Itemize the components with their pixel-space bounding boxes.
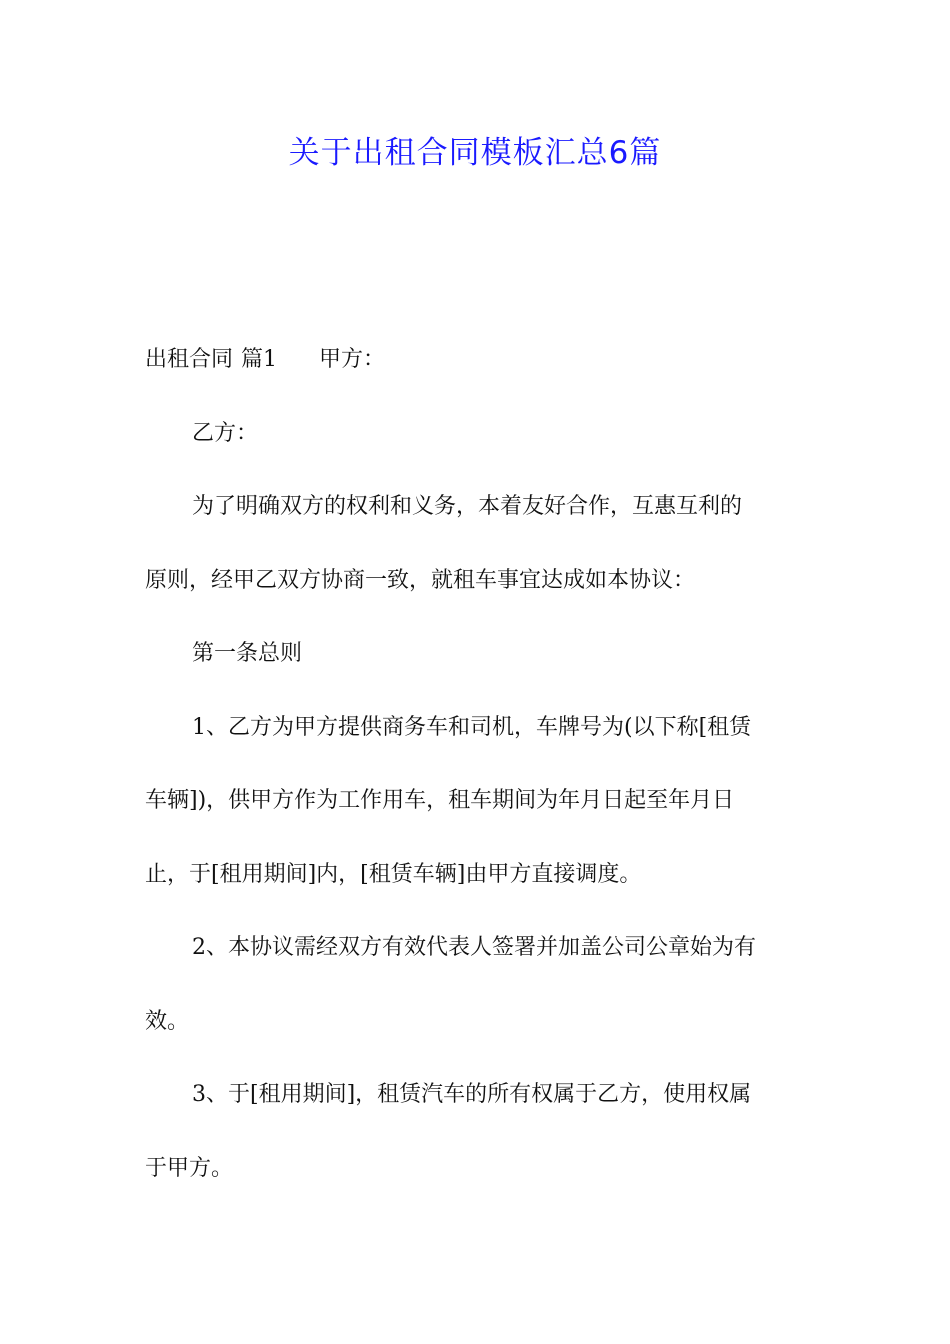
clause-2-line-2: 效。 <box>145 1008 190 1034</box>
clause-3-line-2: 于甲方。 <box>145 1155 234 1181</box>
party-a-label: 甲方： <box>319 347 386 372</box>
clause-1-line-1: 1、乙方为甲方提供商务车和司机，车牌号为(以下称[租赁 <box>192 714 752 740</box>
contract-header-line <box>145 323 810 397</box>
clause-1-line-2: 车辆])，供甲方作为工作用车，租车期间为年月日起至年月日 <box>145 788 735 813</box>
part-label: 篇1 <box>241 347 278 372</box>
article-1-heading: 第一条总则 <box>192 641 303 666</box>
clause-2-line-1: 2、本协议需经双方有效代表人签署并加盖公司公章始为有 <box>192 935 756 960</box>
clause-3-line-1: 3、于[租用期间]，租赁汽车的所有权属于乙方，使用权属 <box>192 1082 752 1107</box>
document-body <box>145 323 810 1205</box>
section-label: 出租合同 <box>145 347 234 372</box>
party-b-label: 乙方： <box>192 420 259 446</box>
intro-paragraph-line-2: 原则，经甲乙双方协商一致，就租车事宜达成如本协议： <box>145 567 696 593</box>
clause-1-line-3: 止，于[租用期间]内，[租赁车辆]由甲方直接调度。 <box>145 861 642 887</box>
intro-paragraph-line-1: 为了明确双方的权利和义务，本着友好合作，互惠互利的 <box>192 494 743 519</box>
document-title: 关于出租合同模板汇总6篇 <box>288 135 662 171</box>
